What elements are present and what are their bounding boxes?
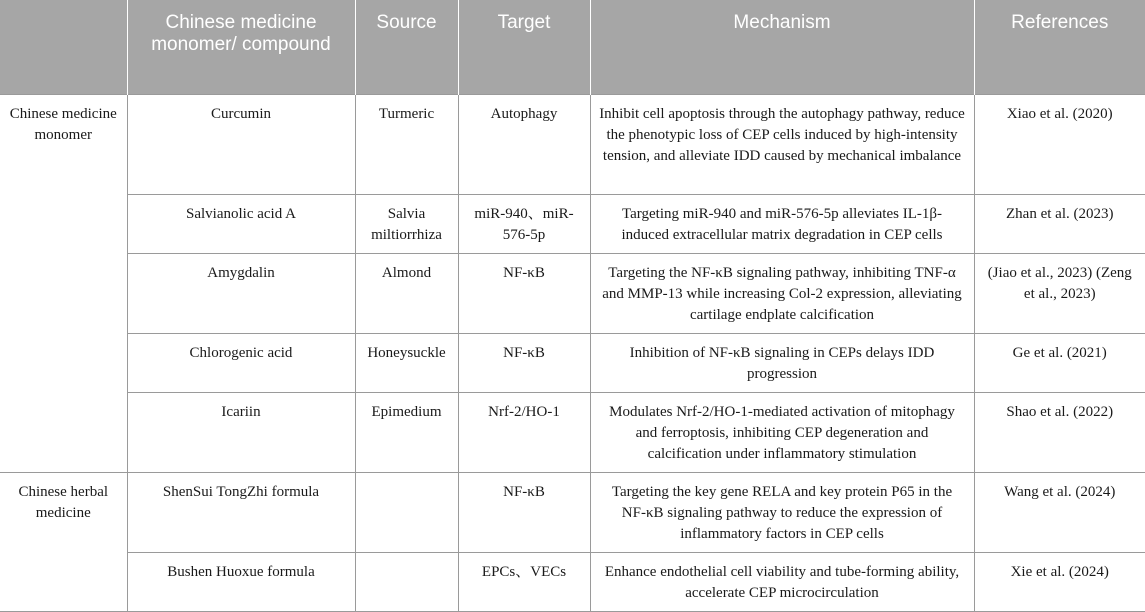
table-row [0, 253, 1145, 333]
header-source: Source [355, 0, 458, 94]
compound-cell: Amygdalin [127, 253, 355, 333]
compound-cell: Chlorogenic acid [127, 333, 355, 392]
compound-cell: Bushen Huoxue formula [127, 552, 355, 611]
header-target: Target [458, 0, 590, 94]
mechanism-cell: Inhibition of NF-κB signaling in CEPs delays IDD progression [590, 333, 974, 392]
table-row [0, 194, 1145, 253]
table-header [0, 0, 1145, 94]
source-cell: Turmeric [355, 94, 458, 194]
header-mechanism: Mechanism [590, 0, 974, 94]
target-cell: miR-940、miR-576-5p [458, 194, 590, 253]
table-row [0, 333, 1145, 392]
mechanism-cell: Targeting the key gene RELA and key protein P65 in the NF-κB signaling pathway to reduce the expression of inflammatory factors in CEP cells [590, 472, 974, 552]
table-row [0, 552, 1145, 611]
source-cell [355, 472, 458, 552]
reference-cell: Xiao et al. (2020) [974, 94, 1145, 194]
mechanism-cell: Enhance endothelial cell viability and tube-forming ability, accelerate CEP microcirculation [590, 552, 974, 611]
reference-cell: (Jiao et al., 2023) (Zeng et al., 2023) [974, 253, 1145, 333]
source-cell: Honeysuckle [355, 333, 458, 392]
source-cell: Epimedium [355, 392, 458, 472]
reference-cell: Shao et al. (2022) [974, 392, 1145, 472]
mechanism-cell: Modulates Nrf-2/HO-1-mediated activation of mitophagy and ferroptosis, inhibiting CEP degeneration and calcification under inflammatory stimulation [590, 392, 974, 472]
group-cell-herbal: Chinese herbal medicine [18, 483, 109, 521]
compound-cell: ShenSui TongZhi formula [127, 472, 355, 552]
group-cell-monomer: Chinese medicine monomer [9, 105, 117, 143]
reference-cell: Wang et al. (2024) [974, 472, 1145, 552]
target-cell: NF-κB [458, 253, 590, 333]
target-cell: NF-κB [458, 333, 590, 392]
reference-cell: Zhan et al. (2023) [974, 194, 1145, 253]
source-cell: Salvia miltiorrhiza [355, 194, 458, 253]
compound-cell: Salvianolic acid A [127, 194, 355, 253]
compound-cell: Curcumin [127, 94, 355, 194]
target-cell: Nrf-2/HO-1 [458, 392, 590, 472]
header-compound: Chinese medicine monomer/ compound [127, 0, 355, 94]
table-body [0, 94, 1145, 611]
target-cell: NF-κB [458, 472, 590, 552]
mechanism-cell: Targeting the NF-κB signaling pathway, inhibiting TNF-α and MMP-13 while increasing Col-2 expression, alleviating cartilage endplate calcification [590, 253, 974, 333]
source-cell [355, 552, 458, 611]
reference-cell: Ge et al. (2021) [974, 333, 1145, 392]
compound-cell: Icariin [127, 392, 355, 472]
target-cell: EPCs、VECs [458, 552, 590, 611]
header-references: References [974, 0, 1145, 94]
mechanism-cell: Inhibit cell apoptosis through the autophagy pathway, reduce the phenotypic loss of CEP cells induced by high-intensity tension, and alleviate IDD caused by mechanical imbalance [590, 94, 974, 194]
mechanism-cell: Targeting miR-940 and miR-576-5p alleviates IL-1β-induced extracellular matrix degradation in CEP cells [590, 194, 974, 253]
header-group [0, 0, 127, 94]
source-cell: Almond [355, 253, 458, 333]
target-cell: Autophagy [458, 94, 590, 194]
table-row [0, 472, 1145, 552]
reference-cell: Xie et al. (2024) [974, 552, 1145, 611]
table-row [0, 392, 1145, 472]
table-row [0, 94, 1145, 194]
